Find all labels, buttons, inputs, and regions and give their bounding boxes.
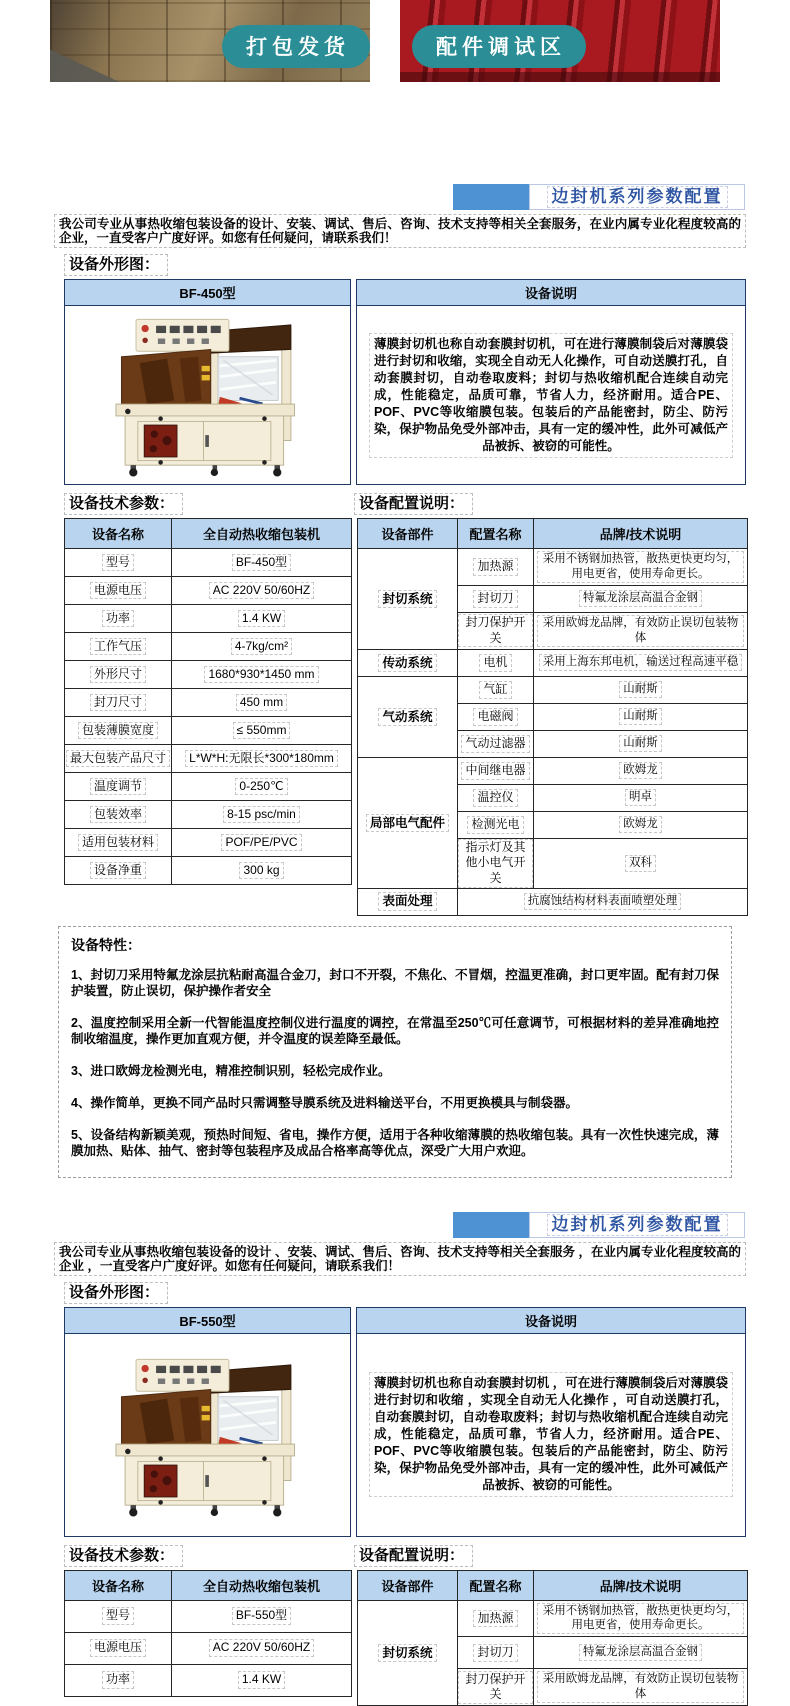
packing-shipping-badge: 打包发货 (222, 25, 370, 68)
cell-value: 指示灯及其他小电气开关 (458, 839, 533, 888)
photo-strip (0, 0, 790, 82)
tech-params-table (64, 1570, 352, 1697)
description-body (357, 306, 745, 484)
cell-value: 4-7kg/cm² (231, 638, 292, 656)
param-value-cell (172, 745, 352, 773)
part-cell (358, 1600, 458, 1706)
tables-row (64, 518, 790, 916)
config-name-cell (458, 730, 534, 757)
feature-item: 4、操作简单，更换不同产品时只需调整导膜系统及进料输送平台，不用更换模具与制袋器。 (71, 1095, 578, 1110)
table-header-row (65, 519, 352, 549)
table-row (358, 888, 748, 915)
column-header: 全自动热收缩包装机 (172, 519, 352, 549)
cell-value: 封切刀 (473, 590, 517, 608)
cell-value: 封切系统 (378, 1644, 436, 1662)
cell-value: ≤ 550mm (233, 722, 291, 740)
cell-value: L*W*H:无限长*300*180mm (185, 750, 338, 768)
cell-value: 加热源 (473, 558, 517, 576)
column-header: 配置名称 (458, 519, 534, 549)
section-title: 边封机系列参数配置 (547, 186, 728, 208)
cell-value: 适用包装材料 (78, 834, 158, 852)
sections-container (0, 184, 790, 1706)
cell-value: 特氟龙涂层高温合金钢 (579, 590, 702, 607)
description-panel-header: 设备说明 (357, 280, 745, 306)
tables-row (64, 1570, 790, 1706)
tech-params-label: 设备技术参数： (64, 1545, 183, 1567)
config-table (357, 1570, 748, 1706)
config-name-cell (458, 1669, 534, 1706)
table-header-row (358, 519, 748, 549)
param-value-cell (172, 801, 352, 829)
table-header-row (65, 1570, 352, 1600)
packing-shipping-photo (50, 0, 370, 82)
brand-cell (534, 703, 748, 730)
product-section (0, 184, 790, 1178)
brand-cell (534, 549, 748, 586)
cell-value: AC 220V 50/60HZ (209, 582, 314, 600)
cell-value: 工作气压 (90, 638, 146, 656)
cell-value: 功率 (102, 1671, 134, 1689)
machine-description-text: 薄膜封切机也称自动套膜封切机，可在进行薄膜制袋后对薄膜袋进行封切和收缩，实现全自动无人化操作，可自动送膜打孔，自动套膜封切，自动卷取废料；封切与热收缩机配合连续自动完成，性能稳定，品质可靠，节省人力，经济耐用。适合PE、POF、PVC等收缩膜包装。包装后的产品能密封，防尘、防污染，保护物品免受外部冲击，具有一定的缓冲性，此外可减低产品被拆、被窃的可能性。 (369, 333, 733, 458)
shrink-wrap-machine-image (103, 313, 313, 477)
cell-value: POF/PE/PVC (221, 834, 301, 852)
model-panel (64, 279, 351, 485)
title-accent-block (453, 184, 529, 210)
part-cell (358, 676, 458, 757)
config-name-cell (458, 612, 534, 649)
table-row (65, 605, 352, 633)
table-row (65, 801, 352, 829)
table-row (65, 717, 352, 745)
param-name-cell (65, 829, 172, 857)
company-intro-text: 我公司专业从事热收缩包装设备的设计 、安装、调试、售后、咨询、技术支持等相关全套服务 ，在业内属专业化程度较高的企业 ，一直受客户广度好评。如您有任何疑问，请联系我们！ (54, 1242, 746, 1276)
cell-value: BF-450型 (232, 554, 291, 572)
config-name-cell (458, 784, 534, 811)
cell-value: 特氟龙涂层高温合金钢 (579, 1644, 702, 1661)
config-label: 设备配置说明： (354, 493, 473, 515)
shrink-wrap-machine-image (103, 1353, 313, 1517)
param-value-cell (172, 689, 352, 717)
cell-value: 检测光电 (467, 816, 523, 834)
param-value-cell (172, 1632, 352, 1664)
brand-cell (534, 1637, 748, 1669)
table-row (65, 689, 352, 717)
param-name-cell (65, 689, 172, 717)
param-name-cell (65, 661, 172, 689)
cell-value: 电源电压 (90, 1639, 146, 1657)
param-value-cell (172, 1600, 352, 1632)
model-panel (64, 1307, 351, 1537)
cell-value: AC 220V 50/60HZ (209, 1639, 314, 1657)
param-name-cell (65, 801, 172, 829)
features-list (71, 967, 719, 1159)
column-header: 品牌/技术说明 (534, 1570, 748, 1600)
table-row (65, 829, 352, 857)
table-row (65, 577, 352, 605)
cell-value: 300 kg (239, 862, 283, 880)
cell-value: 传动系统 (378, 654, 436, 672)
cell-value: 温控仪 (473, 789, 517, 807)
config-name-cell (458, 585, 534, 612)
cell-value: 型号 (102, 554, 134, 572)
section-title-row (0, 1212, 745, 1238)
table-row (358, 549, 748, 586)
feature-item: 5、设备结构新颖美观，预热时间短、省电，操作方便，适用于各种收缩薄膜的热收缩包装。具有一次性快速完成，薄膜加热、贴体、抽气、密封等包装程序及成品合格率高等优点，深受广大用户欢迎。 (71, 1127, 719, 1158)
config-name-cell (458, 838, 534, 888)
cell-value: 封刀保护开关 (458, 614, 533, 647)
cell-value: 外形尺寸 (90, 666, 146, 684)
cell-value: 欧姆龙 (619, 816, 662, 833)
part-cell (358, 888, 458, 915)
brand-cell (534, 811, 748, 838)
cell-value: BF-550型 (232, 1607, 291, 1625)
outline-figure-label: 设备外形图： (64, 1282, 168, 1304)
param-value-cell (172, 829, 352, 857)
param-name-cell (65, 1632, 172, 1664)
feature-item: 2、温度控制采用全新一代智能温度控制仪进行温度的调控，在常温至250℃可任意调节，可根据材料的差异准确地控制收缩温度，操作更加直观方便，并令温度的误差降至最低。 (71, 1015, 719, 1046)
cell-value: 包装效率 (90, 806, 146, 824)
cell-value: 450 mm (236, 694, 287, 712)
config-name-cell (458, 549, 534, 586)
outline-figure-label: 设备外形图： (64, 254, 168, 276)
machine-description-text: 薄膜封切机也称自动套膜封切机 ，可在进行薄膜制袋后对薄膜袋进行封切和收缩 ，实现全自动无人化操作 ，可自动送膜打孔，自动套膜封切，自动卷取废料；封切与热收缩机配合连续自动完成，性能稳定，品质可靠，节省人力，经济耐用。适合PE、POF、PVC等收缩膜包装。包装后的产品能密封，防尘、防污染，保护物品免受外部冲击，具有一定的缓冲性，此外可减低产品被拆、被窃的可能性。 (369, 1372, 733, 1497)
tech-table-body (65, 1600, 352, 1696)
features-box (58, 926, 732, 1178)
column-header: 设备部件 (358, 1570, 458, 1600)
brand-cell (534, 730, 748, 757)
config-name-cell (458, 757, 534, 784)
table-row (65, 549, 352, 577)
company-intro-text: 我公司专业从事热收缩包装设备的设计、安装、调试、售后、咨询、技术支持等相关全套服务，在业内属专业化程度较高的企业，一直受客户广度好评。如您有任何疑问，请联系我们！ (54, 214, 746, 248)
cell-value: 1.4 KW (238, 1671, 285, 1689)
table-labels-row (64, 493, 790, 515)
cell-value: 采用不锈钢加热管，散热更快更均匀，用电更省，使用寿命更长。 (537, 551, 744, 583)
cell-value: 温度调节 (90, 778, 146, 796)
table-row (65, 773, 352, 801)
brand-cell (534, 784, 748, 811)
brand-cell (458, 888, 748, 915)
table-row (358, 757, 748, 784)
title-box (529, 1212, 745, 1238)
brand-cell (534, 1669, 748, 1706)
cell-value: 中间继电器 (461, 762, 529, 780)
cell-value: 1680*930*1450 mm (204, 666, 318, 684)
brand-cell (534, 1600, 748, 1637)
config-name-cell (458, 703, 534, 730)
config-name-cell (458, 649, 534, 676)
config-name-cell (458, 1637, 534, 1669)
column-header: 全自动热收缩包装机 (172, 1570, 352, 1600)
description-panel-header: 设备说明 (357, 1308, 745, 1334)
cell-value: 0-250℃ (235, 778, 287, 796)
description-panel (356, 279, 746, 485)
outline-panels (64, 279, 746, 485)
param-name-cell (65, 857, 172, 885)
cell-value: 采用欧姆龙品牌，有效防止误切包装物体 (537, 615, 744, 647)
machine-photo-area (65, 306, 350, 484)
column-header: 设备名称 (65, 1570, 172, 1600)
table-row (65, 857, 352, 885)
param-name-cell (65, 773, 172, 801)
brand-cell (534, 676, 748, 703)
table-row (65, 1632, 352, 1664)
cell-value: 包装薄膜宽度 (78, 722, 158, 740)
column-header: 设备名称 (65, 519, 172, 549)
brand-cell (534, 649, 748, 676)
cell-value: 设备净重 (90, 862, 146, 880)
cell-value: 功率 (102, 610, 134, 628)
cell-value: 局部电气配件 (366, 814, 449, 832)
config-table-body (358, 1600, 748, 1706)
cell-value: 采用上海东邦电机，输送过程高速平稳 (539, 654, 743, 671)
cell-value: 表面处理 (378, 892, 436, 910)
description-body (357, 1334, 745, 1536)
table-header-row (358, 1570, 748, 1600)
cell-value: 双科 (625, 855, 656, 872)
brand-cell (534, 585, 748, 612)
param-value-cell (172, 549, 352, 577)
cell-value: 封刀尺寸 (90, 694, 146, 712)
param-name-cell (65, 745, 172, 773)
cell-value: 8-15 psc/min (223, 806, 300, 824)
cell-value: 封切刀 (473, 1644, 517, 1662)
param-name-cell (65, 1664, 172, 1696)
table-row (65, 1600, 352, 1632)
cell-value: 气动过滤器 (461, 735, 529, 753)
section-title-row (0, 184, 745, 210)
cell-value: 电磁阀 (473, 708, 517, 726)
table-row (358, 676, 748, 703)
features-title: 设备特性： (71, 936, 141, 953)
table-labels-row (64, 1545, 790, 1567)
title-box (529, 184, 745, 210)
config-name-cell (458, 1600, 534, 1637)
config-name-cell (458, 811, 534, 838)
cell-value: 山耐斯 (619, 708, 662, 725)
model-panel-header: BF-550型 (65, 1308, 350, 1334)
param-name-cell (65, 1600, 172, 1632)
tech-table-body (65, 549, 352, 885)
param-name-cell (65, 717, 172, 745)
column-header: 配置名称 (458, 1570, 534, 1600)
brand-cell (534, 838, 748, 888)
tech-params-label: 设备技术参数： (64, 493, 183, 515)
parts-testing-area-badge: 配件调试区 (412, 25, 586, 68)
cell-value: 抗腐蚀结构材料表面喷塑处理 (524, 893, 682, 910)
feature-item: 1、封切刀采用特氟龙涂层抗粘耐高温合金刀，封口不开裂，不焦化、不冒烟，控温更准确，封口更牢固。配有封刀保护装置，防止误切，保护操作者安全 (71, 967, 719, 998)
param-name-cell (65, 577, 172, 605)
part-cell (358, 549, 458, 650)
cell-value: 明卓 (625, 789, 656, 806)
cell-value: 欧姆龙 (619, 762, 662, 779)
param-name-cell (65, 549, 172, 577)
cell-value: 型号 (102, 1607, 134, 1625)
config-name-cell (458, 676, 534, 703)
parts-testing-area-photo (400, 0, 720, 82)
config-table (357, 518, 748, 916)
cell-value: 封切系统 (378, 590, 436, 608)
param-value-cell (172, 633, 352, 661)
section-title: 边封机系列参数配置 (547, 1214, 728, 1236)
column-header: 设备部件 (358, 519, 458, 549)
cell-value: 山耐斯 (619, 681, 662, 698)
cell-value: 加热源 (473, 1610, 517, 1628)
param-name-cell (65, 605, 172, 633)
cell-value: 气缸 (479, 681, 511, 699)
table-row (65, 745, 352, 773)
param-value-cell (172, 773, 352, 801)
param-value-cell (172, 717, 352, 745)
cell-value: 1.4 KW (238, 610, 285, 628)
column-header: 品牌/技术说明 (534, 519, 748, 549)
cell-value: 采用不锈钢加热管，散热更快更均匀，用电更省，使用寿命更长。 (537, 1603, 744, 1635)
param-value-cell (172, 1664, 352, 1696)
feature-item: 3、进口欧姆龙检测光电，精准控制识别，轻松完成作业。 (71, 1063, 391, 1078)
cell-value: 电源电压 (90, 582, 146, 600)
model-panel-header: BF-450型 (65, 280, 350, 306)
cell-value: 电机 (479, 654, 511, 672)
brand-cell (534, 757, 748, 784)
param-value-cell (172, 605, 352, 633)
table-row (65, 661, 352, 689)
param-value-cell (172, 661, 352, 689)
brand-cell (534, 612, 748, 649)
outline-panels (64, 1307, 746, 1537)
description-panel (356, 1307, 746, 1537)
table-row (65, 633, 352, 661)
title-accent-block (453, 1212, 529, 1238)
part-cell (358, 649, 458, 676)
machine-photo-area (65, 1334, 350, 1536)
product-section (0, 1212, 790, 1706)
param-value-cell (172, 857, 352, 885)
config-table-body (358, 549, 748, 916)
tech-params-table (64, 518, 352, 885)
cell-value: 气动系统 (378, 708, 436, 726)
table-row (358, 1600, 748, 1637)
table-row (358, 649, 748, 676)
part-cell (358, 757, 458, 888)
cell-value: 最大包装产品尺寸 (66, 750, 170, 768)
cell-value: 封刀保护开关 (458, 1671, 533, 1704)
cell-value: 采用欧姆龙品牌，有效防止误切包装物体 (537, 1671, 744, 1703)
param-name-cell (65, 633, 172, 661)
config-label: 设备配置说明： (354, 1545, 473, 1567)
table-row (65, 1664, 352, 1696)
cell-value: 山耐斯 (619, 735, 662, 752)
param-value-cell (172, 577, 352, 605)
